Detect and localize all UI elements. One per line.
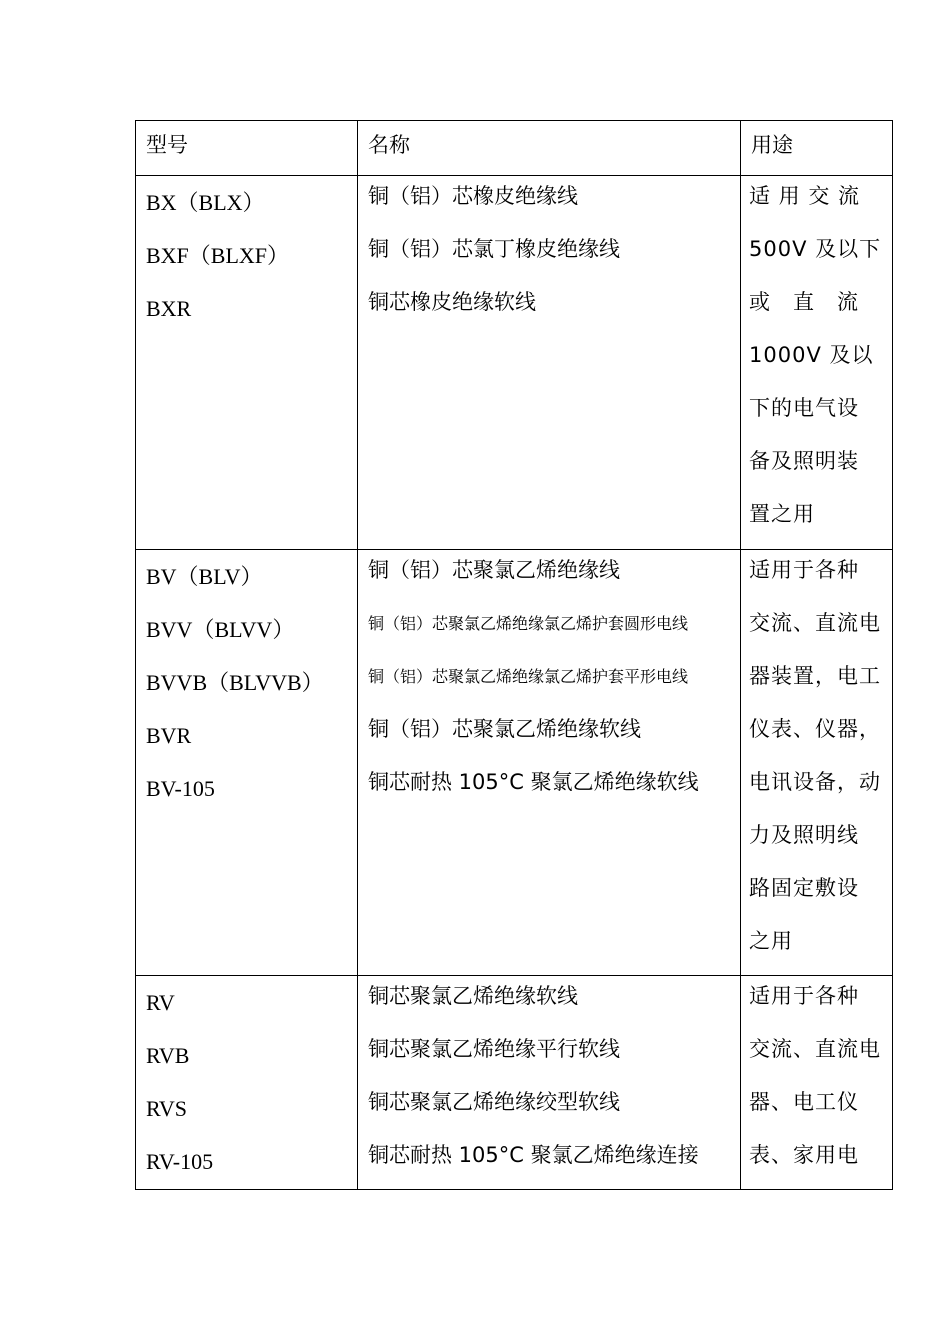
cable-name: 铜芯聚氯乙烯绝缘绞型软线 [368, 1090, 620, 1114]
cable-name: 铜（铝）芯聚氯乙烯绝缘氯乙烯护套圆形电线 [368, 614, 689, 633]
header-cell-use [741, 121, 893, 176]
model-code: RVB [146, 1043, 190, 1068]
use-text-line: 电讯设备，动 [749, 770, 881, 794]
table-row [136, 550, 893, 976]
use-text-line: 下的电气设 [749, 396, 859, 420]
use-text-line: 交流、直流电 [749, 611, 881, 635]
model-code: BVR [146, 723, 192, 748]
use-cell [741, 550, 893, 976]
cable-name: 铜（铝）芯聚氯乙烯绝缘氯乙烯护套平形电线 [368, 667, 689, 686]
model-code: BXR [146, 296, 192, 321]
cable-name: 铜（铝）芯橡皮绝缘线 [368, 184, 578, 208]
model-code: BX（BLX） [146, 190, 265, 215]
cable-name: 铜芯聚氯乙烯绝缘软线 [368, 984, 578, 1008]
use-cell [741, 976, 893, 1190]
cable-name: 铜（铝）芯氯丁橡皮绝缘线 [368, 237, 620, 261]
header-cell-model [136, 121, 358, 176]
header-model: 型号 [146, 133, 188, 157]
model-cell [136, 176, 358, 550]
cable-name: 铜（铝）芯聚氯乙烯绝缘软线 [368, 717, 641, 741]
model-code: BV-105 [146, 776, 215, 801]
table-row [136, 976, 893, 1190]
use-text-line: 器装置，电工 [749, 664, 881, 688]
use-text-line: 适 用 交 流 [749, 184, 861, 208]
use-text-line: 交流、直流电 [749, 1037, 881, 1061]
cable-name: 铜芯耐热 105°C 聚氯乙烯绝缘软线 [368, 770, 699, 794]
model-cell [136, 550, 358, 976]
use-text-line: 1000V 及以 [749, 343, 874, 367]
header-name: 名称 [368, 133, 410, 157]
cable-spec-table [135, 120, 893, 1190]
header-use: 用途 [751, 133, 793, 157]
header-cell-name [358, 121, 741, 176]
use-cell [741, 176, 893, 550]
use-text-line: 路固定敷设 [749, 876, 859, 900]
cable-name: 铜（铝）芯聚氯乙烯绝缘线 [368, 558, 620, 582]
use-text-line: 力及照明线 [749, 823, 859, 847]
use-text-line: 器、电工仪 [749, 1090, 859, 1114]
cable-name: 铜芯耐热 105°C 聚氯乙烯绝缘连接 [368, 1143, 699, 1167]
use-text-line: 表、家用电 [749, 1143, 859, 1167]
name-cell [358, 976, 741, 1190]
use-text-line: 之用 [749, 929, 793, 953]
use-text-line: 仪表、仪器， [749, 717, 881, 741]
name-cell [358, 550, 741, 976]
use-text-line: 适用于各种 [749, 558, 859, 582]
model-code: BXF（BLXF） [146, 243, 290, 268]
model-code: BVVB（BLVVB） [146, 670, 324, 695]
model-code: RVS [146, 1096, 188, 1121]
model-code: BV（BLV） [146, 564, 263, 589]
use-text-line: 适用于各种 [749, 984, 859, 1008]
use-text-line: 500V 及以下 [749, 237, 882, 261]
cable-name: 铜芯聚氯乙烯绝缘平行软线 [368, 1037, 620, 1061]
table-header-row [136, 121, 893, 176]
use-text-line: 或 直 流 [749, 290, 859, 314]
table-row [136, 176, 893, 550]
model-code: RV [146, 990, 175, 1015]
model-code: RV-105 [146, 1149, 214, 1174]
cable-name: 铜芯橡皮绝缘软线 [368, 290, 536, 314]
model-code: BVV（BLVV） [146, 617, 295, 642]
use-text-line: 置之用 [749, 502, 815, 526]
model-cell [136, 976, 358, 1190]
use-text-line: 备及照明装 [749, 449, 859, 473]
name-cell [358, 176, 741, 550]
